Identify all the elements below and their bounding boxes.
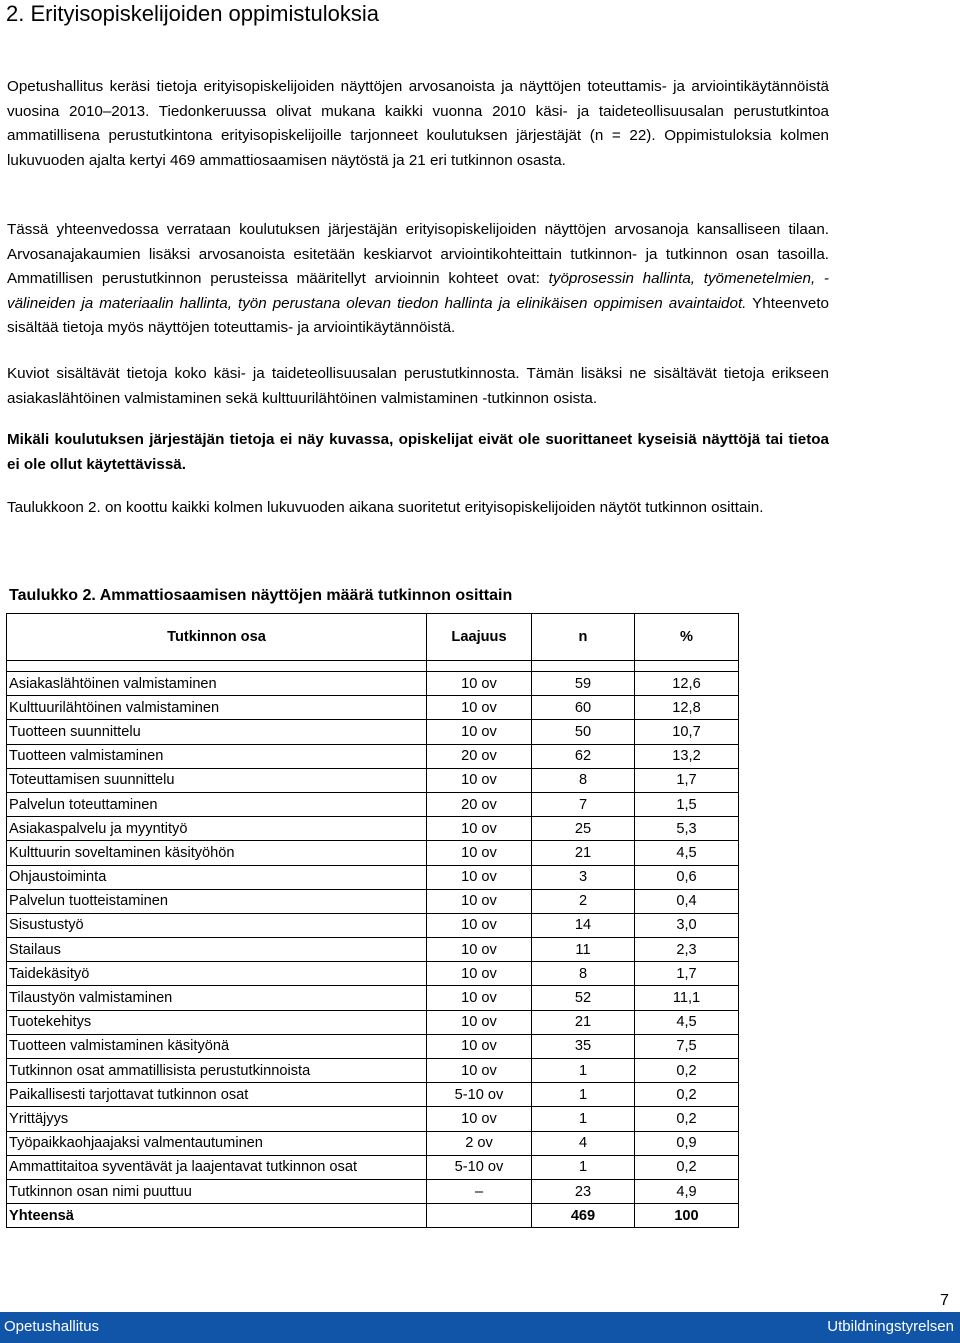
cell-count: 23	[532, 1179, 635, 1203]
table-row	[7, 1179, 739, 1203]
cell-module: Palvelun toteuttaminen	[7, 792, 427, 816]
table-row	[7, 1155, 739, 1179]
cell-percent: 0,2	[635, 1155, 739, 1179]
table-row	[7, 1107, 739, 1131]
cell-module: Tuotteen valmistaminen	[7, 744, 427, 768]
cell-count: 52	[532, 986, 635, 1010]
cell-percent: 12,6	[635, 672, 739, 696]
cell-count: 1	[532, 1155, 635, 1179]
cell-module: Palvelun tuotteistaminen	[7, 889, 427, 913]
cell-scope: 20 ov	[427, 744, 532, 768]
cell-percent: 1,7	[635, 768, 739, 792]
cell-scope: 20 ov	[427, 792, 532, 816]
cell-count: 1	[532, 1083, 635, 1107]
cell-module: Sisustustyö	[7, 913, 427, 937]
cell-percent: 0,2	[635, 1083, 739, 1107]
cell-count: 35	[532, 1034, 635, 1058]
table-caption: Taulukko 2. Ammattiosaamisen näyttöjen määrä tutkinnon osittain	[9, 587, 513, 604]
table-row	[7, 792, 739, 816]
cell-count: 1	[532, 1107, 635, 1131]
page-number: 7	[940, 1292, 949, 1309]
table-row	[7, 672, 739, 696]
results-table	[6, 613, 739, 1228]
total-cell-scope	[427, 1204, 532, 1228]
total-cell-count: 469	[532, 1204, 635, 1228]
cell-module: Tutkinnon osan nimi puuttuu	[7, 1179, 427, 1203]
table-total-row	[7, 1204, 739, 1228]
cell-scope: –	[427, 1179, 532, 1203]
cell-scope: 2 ov	[427, 1131, 532, 1155]
table-body	[7, 661, 739, 1228]
cell-scope: 10 ov	[427, 841, 532, 865]
cell-scope: 10 ov	[427, 1059, 532, 1083]
cell-count: 7	[532, 792, 635, 816]
cell-count: 8	[532, 768, 635, 792]
table-row	[7, 938, 739, 962]
cell-scope: 10 ov	[427, 1010, 532, 1034]
cell-count: 50	[532, 720, 635, 744]
table-row	[7, 1083, 739, 1107]
table-row	[7, 744, 739, 768]
comparison-text-a: Tässä yhteenvedossa verrataan koulutuksen järjestäjän erityisopiskelijoiden näyttöjen arvosanoja kansalliseen tilaan. Arvosanajakaumien lisäksi arvosanoista esitetään keskiarvot arviointikohteittain tutkinnon- ja tutkinnon osan tasoilla. Ammatillisen perustutkinnon perusteissa määritellyt arvioinnin kohteet ovat:	[7, 221, 829, 288]
cell-percent: 0,2	[635, 1059, 739, 1083]
cell-scope: 10 ov	[427, 962, 532, 986]
section-heading: 2. Erityisopiskelijoiden oppimistuloksia	[6, 1, 379, 26]
table-row	[7, 1010, 739, 1034]
table-row	[7, 865, 739, 889]
cell-module: Kulttuurin soveltaminen käsityöhön	[7, 841, 427, 865]
cell-percent: 4,5	[635, 1010, 739, 1034]
footer-right-label: Utbildningstyrelsen	[827, 1318, 954, 1335]
cell-percent: 1,5	[635, 792, 739, 816]
cell-count: 62	[532, 744, 635, 768]
cell-percent: 0,4	[635, 889, 739, 913]
table-spacer-row	[7, 661, 739, 672]
cell-scope: 10 ov	[427, 889, 532, 913]
cell-module: Tuotekehitys	[7, 1010, 427, 1034]
cell-count: 2	[532, 889, 635, 913]
table-row	[7, 913, 739, 937]
table-row	[7, 1059, 739, 1083]
intro-paragraph: Opetushallitus keräsi tietoja erityisopiskelijoiden näyttöjen arvosanoista ja näyttöjen toteuttamis- ja arviointikäytännöistä vuosina 2010–2013. Tiedonkeruussa olivat mukana kaikki vuonna 2010 käsi- ja taideteollisuusalan perustutkintoa ammatillisena perustutkintona erityisopiskelijoille tarjonneet koulutuksen järjestäjät (n = 22). Oppimistuloksia kolmen lukuvuoden ajalta kertyi 469 ammattiosaamisen näytöstä ja 21 eri tutkinnon osasta.	[7, 78, 829, 169]
cell-percent: 0,6	[635, 865, 739, 889]
cell-count: 11	[532, 938, 635, 962]
cell-scope: 10 ov	[427, 672, 532, 696]
comparison-text-b: Yhteenveto sisältää tietoja myös näyttöjen toteuttamis- ja arviointikäytännöistä.	[7, 294, 829, 337]
cell-count: 21	[532, 841, 635, 865]
column-header-count: n	[532, 614, 635, 661]
column-header-module: Tutkinnon osa	[7, 614, 427, 661]
cell-module: Ohjaustoiminta	[7, 865, 427, 889]
cell-percent: 5,3	[635, 817, 739, 841]
cell-module: Tilaustyön valmistaminen	[7, 986, 427, 1010]
cell-percent: 3,0	[635, 913, 739, 937]
cell-percent: 2,3	[635, 938, 739, 962]
table-row	[7, 986, 739, 1010]
cell-percent: 4,9	[635, 1179, 739, 1203]
cell-percent: 1,7	[635, 962, 739, 986]
cell-module: Asiakaslähtöinen valmistaminen	[7, 672, 427, 696]
cell-module: Yrittäjyys	[7, 1107, 427, 1131]
cell-count: 14	[532, 913, 635, 937]
cell-module: Tutkinnon osat ammatillisista perustutkinnoista	[7, 1059, 427, 1083]
footer-left-label: Opetushallitus	[4, 1318, 100, 1335]
cell-scope: 5-10 ov	[427, 1155, 532, 1179]
cell-module: Tuotteen suunnittelu	[7, 720, 427, 744]
cell-module: Työpaikkaohjaajaksi valmentautuminen	[7, 1131, 427, 1155]
table-row	[7, 841, 739, 865]
table-row	[7, 1131, 739, 1155]
cell-scope: 10 ov	[427, 865, 532, 889]
column-header-percent: %	[635, 614, 739, 661]
cell-count: 21	[532, 1010, 635, 1034]
cell-percent: 10,7	[635, 720, 739, 744]
table-row	[7, 962, 739, 986]
cell-count: 1	[532, 1059, 635, 1083]
total-cell-percent: 100	[635, 1204, 739, 1228]
total-cell-module: Yhteensä	[7, 1204, 427, 1228]
comparison-paragraph	[7, 218, 829, 341]
cell-count: 60	[532, 696, 635, 720]
cell-count: 59	[532, 672, 635, 696]
table-header-row	[7, 614, 739, 661]
cell-count: 8	[532, 962, 635, 986]
table-row	[7, 768, 739, 792]
table-row	[7, 720, 739, 744]
cell-count: 4	[532, 1131, 635, 1155]
cell-module: Kulttuurilähtöinen valmistaminen	[7, 696, 427, 720]
cell-percent: 7,5	[635, 1034, 739, 1058]
cell-module: Taidekäsityö	[7, 962, 427, 986]
cell-scope: 10 ov	[427, 696, 532, 720]
cell-scope: 10 ov	[427, 1034, 532, 1058]
cell-scope: 10 ov	[427, 720, 532, 744]
missing-data-note: Mikäli koulutuksen järjestäjän tietoja ei näy kuvassa, opiskelijat eivät ole suorittaneet kyseisiä näyttöjä tai tietoa ei ole ollut käytettävissä.	[7, 431, 829, 473]
assessment-targets-text: työprosessin hallinta, työmenetelmien, -välineiden ja materiaalin hallinta, työn perustana olevan tiedon hallinta ja elinikäisen oppimisen avaintaidot.	[7, 270, 829, 312]
cell-module: Stailaus	[7, 938, 427, 962]
cell-percent: 12,8	[635, 696, 739, 720]
cell-percent: 0,9	[635, 1131, 739, 1155]
cell-module: Ammattitaitoa syventävät ja laajentavat tutkinnon osat	[7, 1155, 427, 1179]
cell-module: Paikallisesti tarjottavat tutkinnon osat	[7, 1083, 427, 1107]
table-row	[7, 696, 739, 720]
cell-scope: 10 ov	[427, 1107, 532, 1131]
cell-scope: 10 ov	[427, 938, 532, 962]
cell-percent: 13,2	[635, 744, 739, 768]
cell-scope: 10 ov	[427, 986, 532, 1010]
cell-percent: 4,5	[635, 841, 739, 865]
cell-module: Toteuttamisen suunnittelu	[7, 768, 427, 792]
cell-scope: 10 ov	[427, 817, 532, 841]
figures-paragraph: Kuviot sisältävät tietoja koko käsi- ja taideteollisuusalan perustutkinnosta. Tämän lisäksi ne sisältävät tietoja erikseen asiakaslähtöinen valmistaminen sekä kulttuurilähtöinen valmistaminen -tutkinnon osista.	[7, 365, 829, 407]
cell-module: Asiakaspalvelu ja myyntityö	[7, 817, 427, 841]
cell-scope: 10 ov	[427, 768, 532, 792]
table-row	[7, 889, 739, 913]
cell-count: 25	[532, 817, 635, 841]
table-row	[7, 817, 739, 841]
column-header-scope: Laajuus	[427, 614, 532, 661]
cell-percent: 0,2	[635, 1107, 739, 1131]
cell-percent: 11,1	[635, 986, 739, 1010]
cell-scope: 5-10 ov	[427, 1083, 532, 1107]
cell-module: Tuotteen valmistaminen käsityönä	[7, 1034, 427, 1058]
table-row	[7, 1034, 739, 1058]
cell-count: 3	[532, 865, 635, 889]
cell-scope: 10 ov	[427, 913, 532, 937]
footer-bar	[0, 1312, 960, 1343]
table-intro-paragraph: Taulukkoon 2. on koottu kaikki kolmen lukuvuoden aikana suoritetut erityisopiskelijoiden näytöt tutkinnon osittain.	[7, 499, 764, 516]
